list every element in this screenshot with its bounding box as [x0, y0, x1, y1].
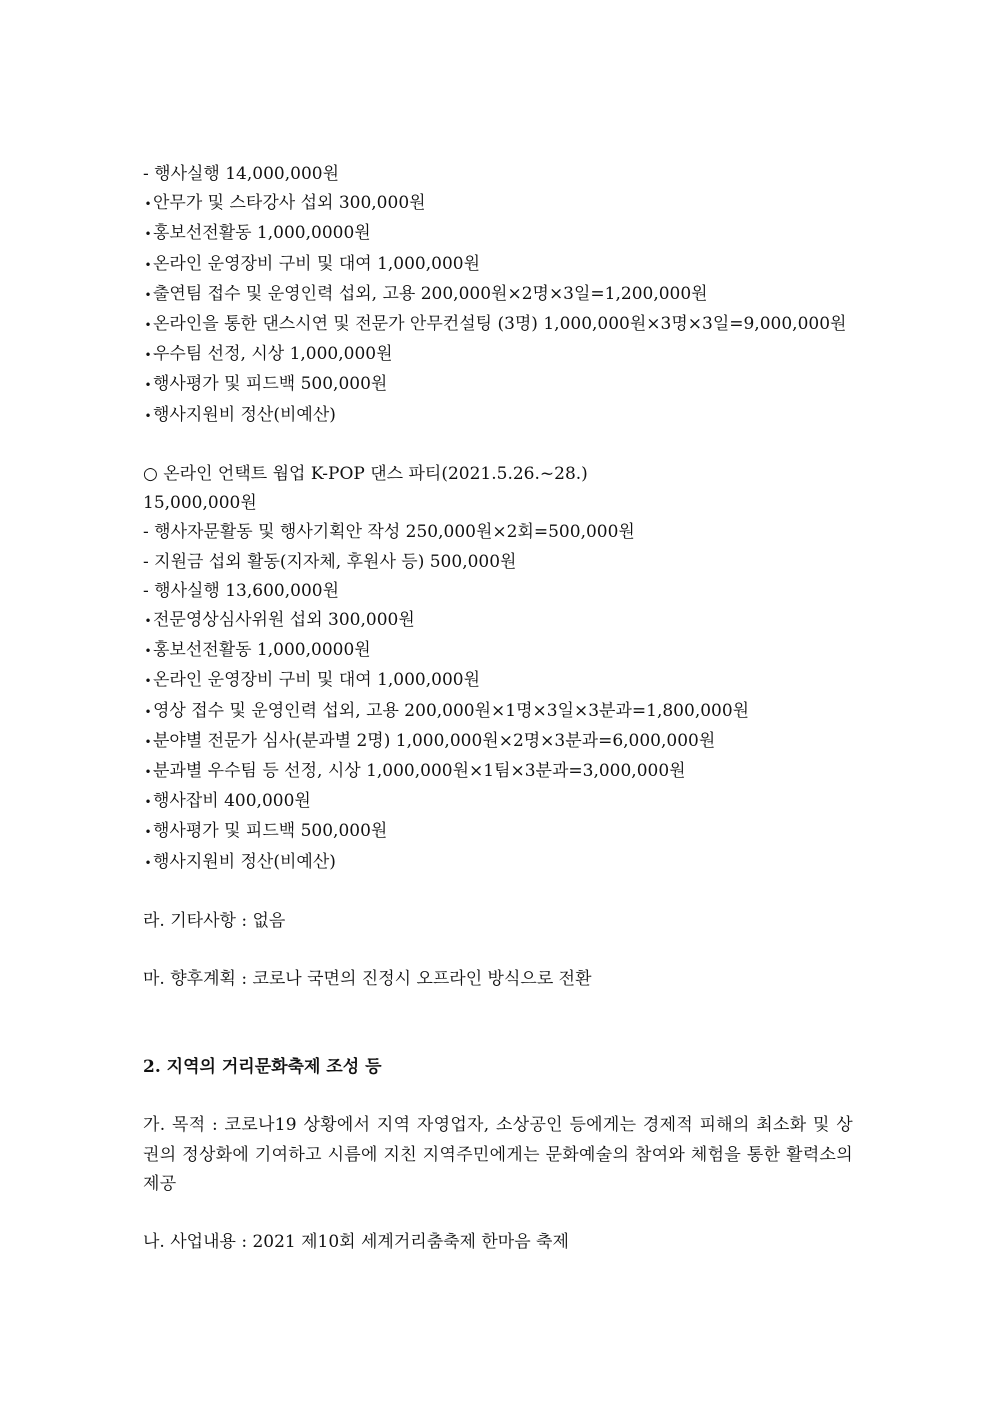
- bullet-text: 전문영상심사위원 섭외 300,000원: [153, 610, 415, 631]
- bullet-text: 행사잡비 400,000원: [153, 791, 311, 812]
- bullet-icon: •: [144, 287, 152, 302]
- bullet-text: 온라인 운영장비 구비 및 대여 1,000,000원: [153, 670, 481, 691]
- bullet-icon: •: [144, 825, 152, 840]
- spacer: [143, 1199, 853, 1228]
- bullet-icon: •: [144, 734, 152, 749]
- budget-block-2: [143, 460, 853, 878]
- bullet-line: [143, 219, 853, 249]
- spacer: [143, 936, 853, 965]
- spacer: [143, 995, 853, 1053]
- spacer: [143, 1082, 853, 1111]
- bullet-text: 분야별 전문가 심사(분과별 2명) 1,000,000원×2명×3분과=6,000,000원: [153, 730, 716, 751]
- bullet-text: 행사평가 및 피드백 500,000원: [153, 821, 388, 842]
- bullet-text: 영상 접수 및 운영인력 섭외, 고용 200,000원×1명×3일×3분과=1,800,000원: [153, 700, 750, 721]
- section-ra: 라. 기타사항 : 없음: [143, 911, 286, 932]
- bullet-icon: •: [144, 227, 152, 242]
- bullet-line: [143, 817, 853, 847]
- bullet-line: [143, 848, 853, 878]
- bullet-icon: •: [144, 318, 152, 333]
- bullet-text: 홍보선전활동 1,000,0000원: [153, 640, 371, 661]
- bullet-icon: •: [144, 644, 152, 659]
- bullet-icon: •: [144, 765, 152, 780]
- bullet-text: 우수팀 선정, 시상 1,000,000원: [153, 344, 393, 365]
- bullet-line: [143, 310, 853, 340]
- dash-line: - 행사실행 14,000,000원: [143, 164, 339, 184]
- bullet-icon: •: [144, 614, 152, 629]
- section-2-content: 나. 사업내용 : 2021 제10회 세계거리춤축제 한마음 축제: [143, 1232, 569, 1253]
- bullet-text: 행사지원비 정산(비예산): [153, 404, 336, 425]
- bullet-text: 온라인을 통한 댄스시연 및 전문가 안무컨설팅 (3명) 1,000,000원×3명×3일=9,000,000원: [153, 314, 847, 335]
- budget-block-1: [143, 160, 853, 431]
- event-title: ○ 온라인 언택트 웜업 K-POP 댄스 파티(2021.5.26.~28.): [143, 464, 588, 485]
- spacer: [143, 878, 853, 907]
- bullet-icon: •: [144, 348, 152, 363]
- bullet-text: 행사평가 및 피드백 500,000원: [153, 374, 388, 395]
- spacer: [143, 431, 853, 460]
- section-ma: 마. 향후계획 : 코로나 국면의 진정시 오프라인 방식으로 전환: [143, 969, 592, 990]
- dash-line: - 행사자문활동 및 행사기획안 작성 250,000원×2회=500,000원: [143, 522, 635, 543]
- bullet-line: [143, 370, 853, 400]
- bullet-line: [143, 727, 853, 757]
- bullet-text: 홍보선전활동 1,000,0000원: [153, 223, 371, 244]
- bullet-line: [143, 280, 853, 310]
- bullet-text: 행사지원비 정산(비예산): [153, 851, 336, 872]
- bullet-line: [143, 757, 853, 787]
- dash-line: - 지원금 섭외 활동(지자체, 후원사 등) 500,000원: [143, 551, 517, 572]
- event-total: 15,000,000원: [143, 493, 257, 514]
- bullet-line: [143, 697, 853, 727]
- bullet-text: 분과별 우수팀 등 선정, 시상 1,000,000원×1팀×3분과=3,000,000원: [153, 761, 686, 782]
- bullet-line: [143, 401, 853, 431]
- bullet-line: [143, 250, 853, 280]
- bullet-text: 온라인 운영장비 구비 및 대여 1,000,000원: [153, 253, 481, 274]
- section-2-purpose: 가. 목적 : 코로나19 상황에서 지역 자영업자, 소상공인 등에게는 경제적 피해의 최소화 및 상권의 정상화에 기여하고 시름에 지친 지역주민에게는 문화예술의 참여와 체험을 통한 활력소의 제공: [143, 1115, 853, 1194]
- bullet-icon: •: [144, 257, 152, 272]
- document-page: [143, 160, 853, 1257]
- bullet-line: [143, 787, 853, 817]
- bullet-icon: •: [144, 674, 152, 689]
- bullet-line: [143, 606, 853, 636]
- bullet-icon: •: [144, 197, 152, 212]
- bullet-line: [143, 666, 853, 696]
- bullet-text: 안무가 및 스타강사 섭외 300,000원: [153, 193, 426, 214]
- bullet-line: [143, 189, 853, 219]
- bullet-line: [143, 340, 853, 370]
- dash-line: - 행사실행 13,600,000원: [143, 580, 339, 601]
- bullet-text: 출연팀 접수 및 운영인력 섭외, 고용 200,000원×2명×3일=1,200,000원: [153, 283, 708, 304]
- bullet-icon: •: [144, 378, 152, 393]
- section-2-heading: 2. 지역의 거리문화축제 조성 등: [143, 1057, 382, 1078]
- bullet-icon: •: [144, 795, 152, 810]
- bullet-line: [143, 636, 853, 666]
- bullet-icon: •: [144, 704, 152, 719]
- bullet-icon: •: [144, 855, 152, 870]
- bullet-icon: •: [144, 408, 152, 423]
